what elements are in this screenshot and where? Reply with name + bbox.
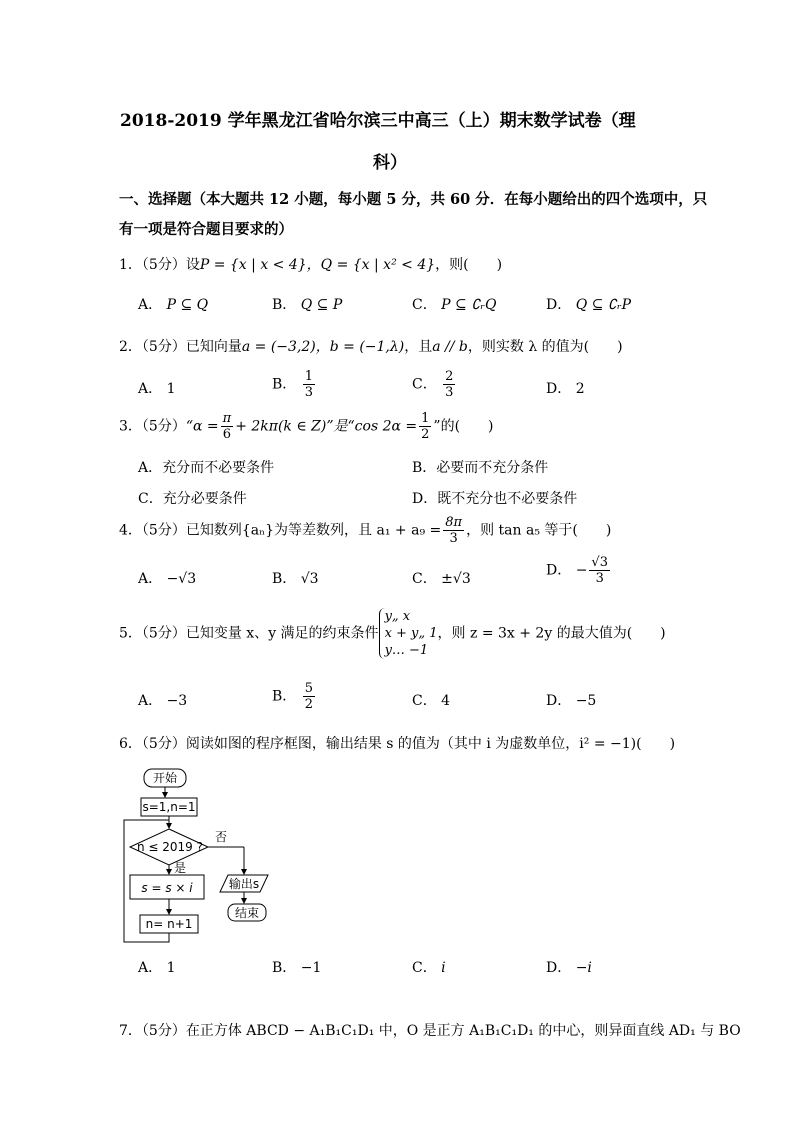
fraction [443,370,455,399]
question-text: 在正方体 ABCD − A₁B₁C₁D₁ 中，O 是正方 A₁B₁C₁D₁ 的中心，则异面直线 AD₁ 与 BO [185,1023,741,1039]
option-a[interactable] [138,294,208,314]
fraction [221,412,234,441]
option-c[interactable] [412,294,496,314]
question-math: a = (−3,2)，b = (−1,λ) [241,339,405,355]
option-b[interactable] [272,568,319,588]
option-letter: C． [412,693,437,709]
option-text: P ⊆ Q [166,297,209,313]
option-letter: A． [138,297,163,313]
page-title-line2: 科） [373,153,407,173]
question-score: （5分） [141,257,186,273]
section-heading-line2: 有一项是符合题目要求的） [119,221,293,238]
option-letter: D． [412,491,438,507]
question-math-2: + 2kπ(k ∈ Z)”是“cos 2α = [235,418,418,435]
option-c[interactable] [412,568,471,588]
option-text: −1 [300,960,322,976]
option-d[interactable] [546,378,585,398]
option-c[interactable] [138,488,247,508]
assign-label: s = s × i [141,881,193,895]
program-flowchart [110,762,290,947]
fraction-denominator: 3 [595,571,604,586]
question-text-end: ，则( ) [435,257,503,273]
question-score: （5分） [141,418,186,435]
option-letter: B． [272,297,297,313]
option-text: √3 [300,571,319,587]
fraction-denominator: 3 [445,385,454,400]
option-b[interactable] [272,370,317,399]
question-text: 已知向量 [185,339,242,355]
end-label: 结束 [234,906,260,920]
question-number: 7． [119,1023,142,1039]
option-letter: B． [272,376,297,393]
question-text: 已知数列{aₙ}为等差数列，且 a₁ + a₉ = [185,522,442,539]
fraction [303,682,315,711]
init-label: s=1,n=1 [142,800,196,814]
question-text: 阅读如图的程序框图，输出结果 s 的值为（其中 i 为虚数单位，i² = −1)( ) [185,736,676,752]
option-text: 充分必要条件 [162,491,247,507]
option-letter: A． [138,960,163,976]
fraction-numerator: 2 [445,369,454,384]
page-title: 2018-2019 学年黑龙江省哈尔滨三中高三（上）期末数学试卷（理 [120,111,636,131]
question-text-end: ，则 z = 3x + 2y 的最大值为( ) [437,625,666,642]
option-letter: B． [272,688,297,705]
option-text: −3 [166,693,188,709]
option-text: 充分而不必要条件 [162,460,275,476]
option-d[interactable] [546,957,592,977]
option-a[interactable] [138,378,176,398]
option-d[interactable] [546,556,612,585]
question-number: 2． [119,339,142,355]
option-letter: A． [138,381,163,397]
option-text: −5 [575,693,597,709]
question-number: 4． [119,522,142,539]
fraction-numerator: π [222,411,232,426]
option-letter: C． [138,491,163,507]
option-sign: − [575,562,588,579]
option-text: 4 [441,693,451,709]
option-text: −√3 [166,571,197,587]
question-number: 6． [119,736,142,752]
question-text-end: ”的( ) [433,418,494,435]
option-text: 2 [575,381,585,397]
option-letter: C． [412,571,437,587]
fraction [589,556,610,585]
option-letter: C． [412,297,437,313]
fraction-numerator: 8π [445,515,463,530]
option-c[interactable] [412,690,450,710]
question-2 [119,336,623,356]
question-score: （5分） [141,522,186,539]
option-text: 1 [166,381,176,397]
option-d[interactable] [546,690,596,710]
constraint-row: y„ x [384,609,411,624]
option-letter: B． [272,571,297,587]
option-letter: D． [546,562,572,579]
question-7 [119,1020,741,1040]
output-label: 输出s [228,877,260,891]
question-number: 1． [119,257,142,273]
option-b[interactable] [272,682,317,711]
option-text: 必要而不充分条件 [436,460,549,476]
fraction-denominator: 6 [222,427,232,442]
question-4 [119,516,611,545]
question-text-end: ，则实数 λ 的值为( ) [467,339,623,355]
option-letter: D． [546,693,572,709]
option-text: P ⊆ ∁ᵣQ [441,297,497,313]
fraction-numerator: 1 [304,369,314,384]
option-d[interactable] [412,488,577,508]
fraction [443,516,464,545]
option-letter: C． [412,960,437,976]
option-text: 既不充分也不必要条件 [437,491,578,507]
question-3 [119,412,494,441]
fraction-denominator: 3 [449,531,458,546]
option-d[interactable] [546,294,631,314]
question-text: 已知变量 x、y 满足的约束条件 [185,625,379,642]
question-1 [119,254,502,274]
no-label: 否 [215,830,228,844]
option-b[interactable] [272,957,321,977]
option-a[interactable] [138,568,196,588]
option-a[interactable] [138,457,274,477]
fraction-denominator: 2 [304,697,314,712]
option-text: Q ⊆ P [300,297,343,313]
option-c[interactable] [412,370,457,399]
option-letter: A． [138,571,163,587]
option-text: ±√3 [441,571,471,587]
start-label: 开始 [152,771,178,785]
question-score: （5分） [141,736,186,752]
fraction [419,412,431,441]
question-score: （5分） [141,339,186,355]
option-text: Q ⊆ ∁ᵣP [575,297,631,313]
question-text-mid: ，且 [404,339,433,355]
option-letter: A． [138,460,163,476]
question-score: （5分） [141,1023,186,1039]
option-letter: D． [546,381,572,397]
option-a[interactable] [138,690,187,710]
question-number: 5． [119,625,142,642]
option-letter: D． [546,960,572,976]
question-math-2: a // b [432,339,468,355]
question-number: 3． [119,418,142,435]
question-math: P = {x | x < 4}，Q = {x | x² < 4} [199,257,436,273]
option-text: −i [575,960,592,976]
option-b[interactable] [272,294,342,314]
constraint-row: x + y„ 1 [384,626,438,641]
option-a[interactable] [138,957,176,977]
yes-label: 是 [174,861,187,875]
option-letter: B． [272,960,297,976]
option-letter: C． [412,376,437,393]
question-text: 设 [185,257,200,273]
increment-label: n= n+1 [145,917,193,931]
question-score: （5分） [141,625,186,642]
option-letter: B． [412,460,437,476]
constraint-system [379,608,438,659]
option-letter: A． [138,693,163,709]
fraction-numerator: 5 [304,681,314,696]
condition-label: n ≤ 2019 ? [136,840,204,854]
fraction-numerator: 1 [421,411,430,426]
section-heading: 一、选择题（本大题共 12 小题，每小题 5 分，共 60 分．在每小题给出的四个选项中，只 [119,191,708,208]
question-math: “α = [185,418,219,435]
fraction-denominator: 2 [421,427,430,442]
fraction [303,370,315,399]
option-text: i [441,960,446,976]
fraction-denominator: 3 [304,385,314,400]
question-6 [119,733,675,753]
fraction-numerator: √3 [591,555,608,570]
option-letter: D． [546,297,572,313]
option-c[interactable] [412,957,446,977]
constraint-row: y… −1 [384,643,429,658]
question-5 [119,608,666,659]
option-text: 1 [166,960,176,976]
question-text-end: ，则 tan a₅ 等于( ) [466,522,612,539]
option-b[interactable] [412,457,548,477]
